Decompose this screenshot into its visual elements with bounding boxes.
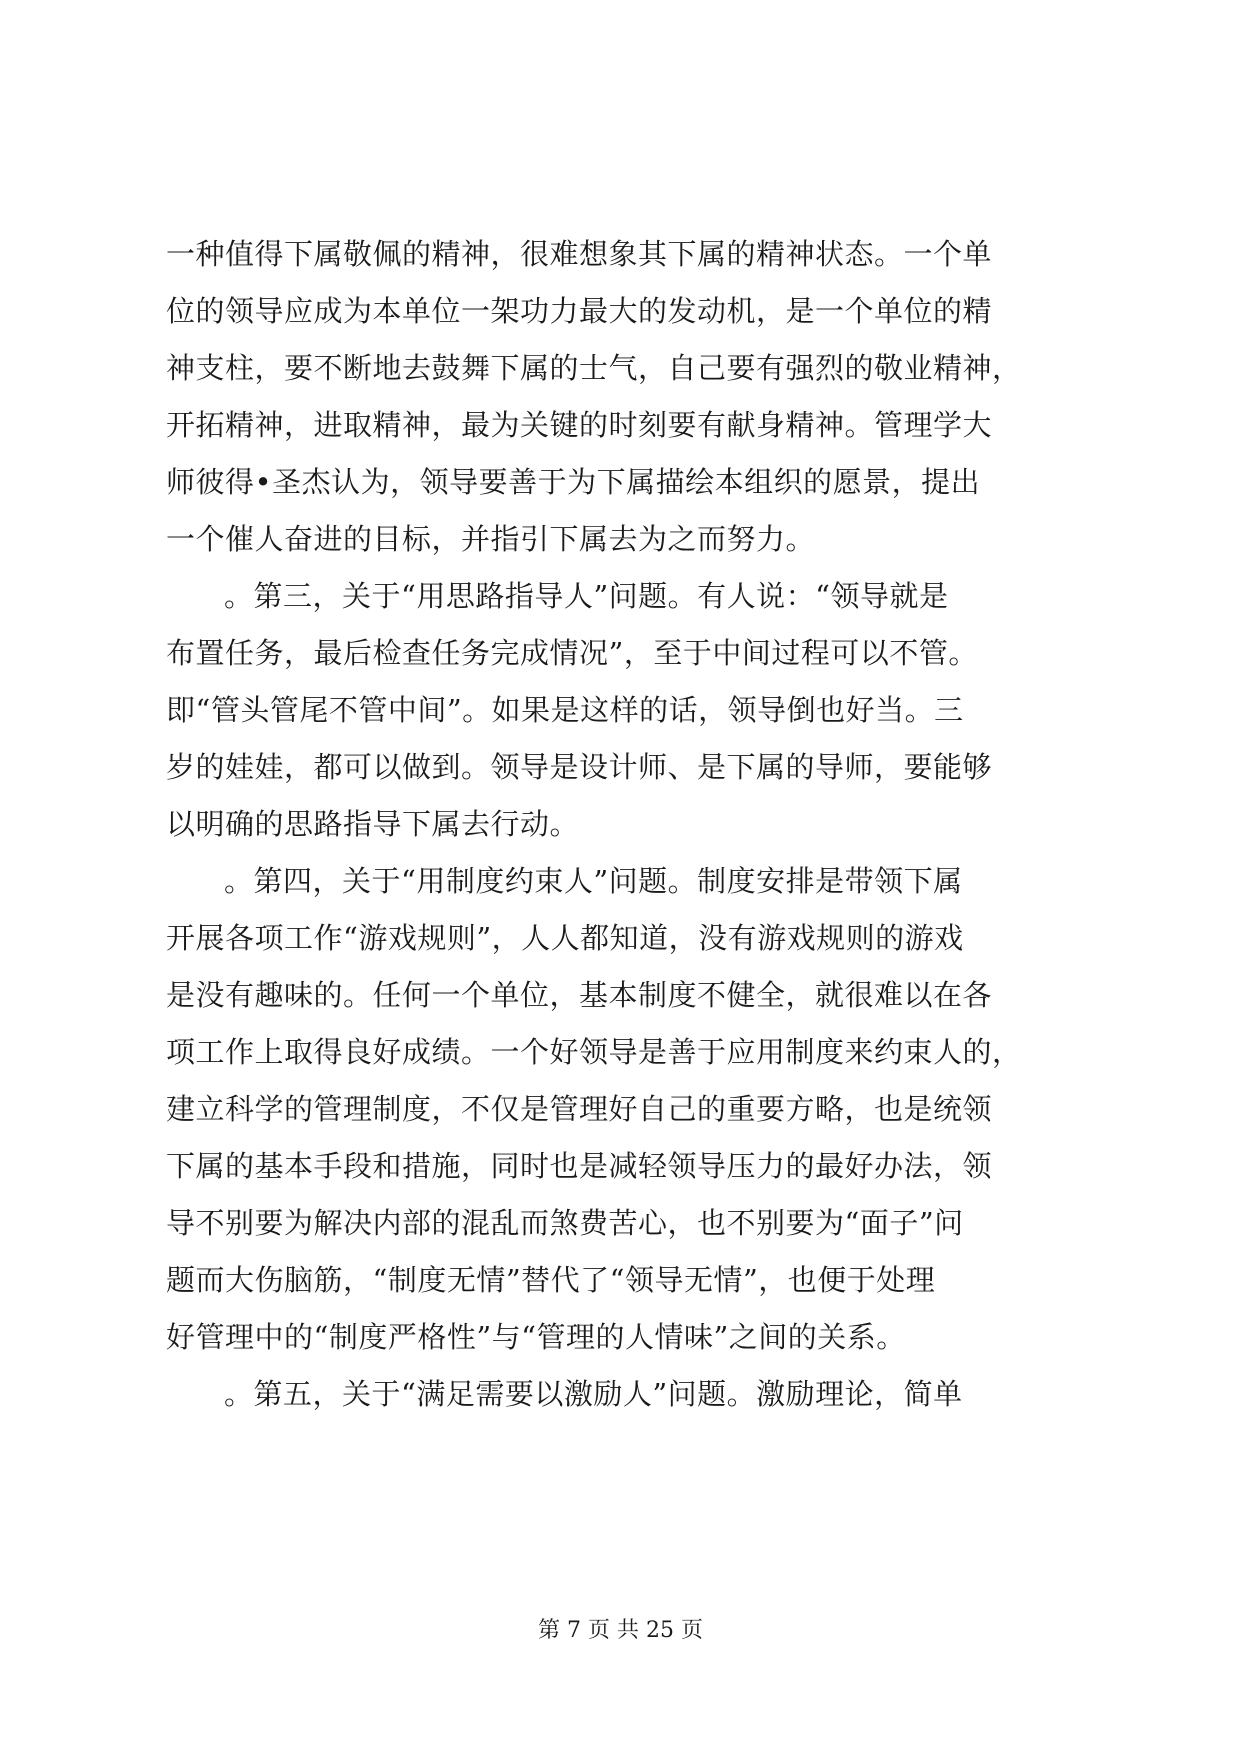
text-line: 一个催人奋进的目标，并指引下属去为之而努力。 (166, 522, 816, 556)
text-line: 布置任务，最后检查任务完成情况”，至于中间过程可以不管。 (166, 636, 978, 670)
text-line: 建立科学的管理制度，不仅是管理好自己的重要方略，也是统领 (166, 1092, 993, 1126)
text-line: 题而大伤脑筋，“制度无情”替代了“领导无情”，也便于处理 (166, 1263, 936, 1297)
text-line: 位的领导应成为本单位一架功力最大的发动机，是一个单位的精 (166, 294, 993, 328)
page-footer: 第 7 页 共 25 页 (538, 1618, 703, 1643)
text-line: 。第四，关于“用制度约束人”问题。制度安排是带领下属 (224, 864, 963, 898)
text-line: 好管理中的“制度严格性”与“管理的人情味”之间的关系。 (166, 1320, 906, 1354)
text-line: 师彼得•圣杰认为，领导要善于为下属描绘本组织的愿景，提出 (166, 465, 981, 499)
text-line: 神支柱，要不断地去鼓舞下属的士气，自己要有强烈的敬业精神， (166, 351, 1022, 385)
text-line: 一种值得下属敬佩的精神，很难想象其下属的精神状态。一个单 (166, 237, 993, 271)
text-line: 即“管头管尾不管中间”。如果是这样的话，领导倒也好当。三 (166, 693, 964, 727)
body-text (166, 226, 1086, 1423)
text-line: 。第五，关于“满足需要以激励人”问题。激励理论，简单 (224, 1377, 963, 1411)
text-line: 开展各项工作“游戏规则”，人人都知道，没有游戏规则的游戏 (166, 921, 964, 955)
text-line: 是没有趣味的。任何一个单位，基本制度不健全，就很难以在各 (166, 978, 993, 1012)
text-line: 。第三，关于“用思路指导人”问题。有人说：“领导就是 (224, 579, 949, 613)
text-line: 下属的基本手段和措施，同时也是减轻领导压力的最好办法，领 (166, 1149, 993, 1183)
text-line: 导不别要为解决内部的混乱而煞费苦心，也不别要为“面子”问 (166, 1206, 964, 1240)
text-line: 以明确的思路指导下属去行动。 (166, 807, 580, 841)
text-line: 岁的娃娃，都可以做到。领导是设计师、是下属的导师，要能够 (166, 750, 993, 784)
text-line: 开拓精神，进取精神，最为关键的时刻要有献身精神。管理学大 (166, 408, 993, 442)
text-line: 项工作上取得良好成绩。一个好领导是善于应用制度来约束人的， (166, 1035, 1022, 1069)
